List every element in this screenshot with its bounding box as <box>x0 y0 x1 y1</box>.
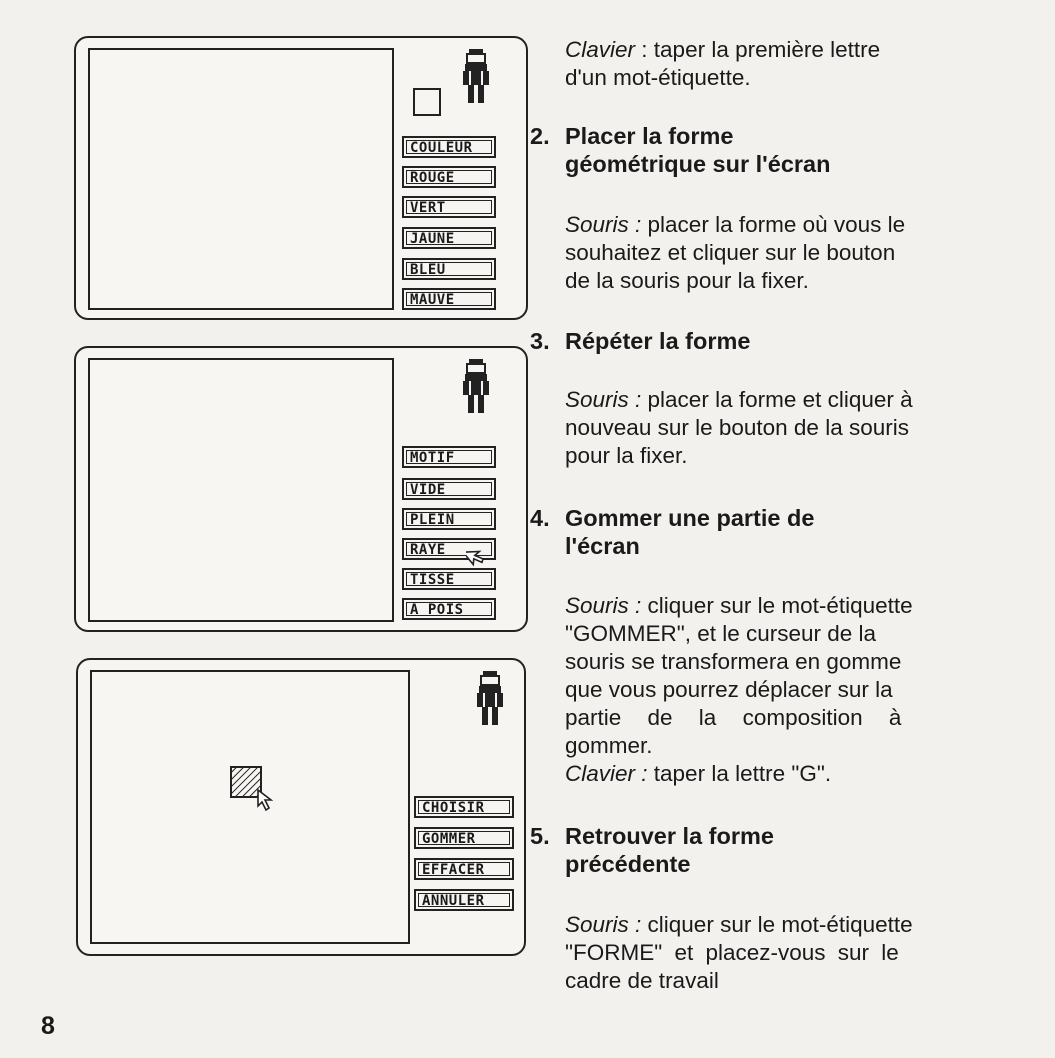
plein-button[interactable]: PLEIN <box>402 508 496 530</box>
step-4-body: Souris : cliquer sur le mot-étiquette "GOMMER", et le curseur de la souris se transformera en gomme que vous pourrez déplacer sur la partie de la composition à gommer. Clavier : taper la lettre "G". <box>565 593 913 786</box>
drawing-canvas <box>88 358 394 622</box>
square-shape-icon <box>413 88 441 116</box>
vide-button[interactable]: VIDE <box>402 478 496 500</box>
screen-panel-motif <box>74 346 528 632</box>
screen-panel-gommer <box>76 658 526 956</box>
couleur-button[interactable]: COULEUR <box>402 136 496 158</box>
arrow-cursor-icon <box>466 544 494 570</box>
arrow-cursor-icon <box>256 788 282 816</box>
screen-panel-couleur <box>74 36 528 320</box>
step-5-body: Souris : cliquer sur le mot-étiquette "FORME" et placez-vous sur le cadre de travail <box>565 912 913 993</box>
vert-button[interactable]: VERT <box>402 196 496 218</box>
step-2-heading: 2. Placer la forme géométrique sur l'écran <box>530 123 831 177</box>
raye-button[interactable]: RAYE <box>402 538 496 560</box>
choisir-button[interactable]: CHOISIR <box>414 796 514 818</box>
mauve-button[interactable]: MAUVE <box>402 288 496 310</box>
robot-icon <box>460 48 492 104</box>
robot-icon <box>460 358 492 414</box>
tisse-button[interactable]: TISSE <box>402 568 496 590</box>
drawing-canvas <box>90 670 410 944</box>
gommer-button[interactable]: GOMMER <box>414 827 514 849</box>
step-4-heading: 4. Gommer une partie de l'écran <box>530 505 815 559</box>
step-3-heading: 3. Répéter la forme <box>530 328 751 354</box>
motif-button[interactable]: MOTIF <box>402 446 496 468</box>
effacer-button[interactable]: EFFACER <box>414 858 514 880</box>
drawing-canvas <box>88 48 394 310</box>
bleu-button[interactable]: BLEU <box>402 258 496 280</box>
step-5-heading: 5. Retrouver la forme précédente <box>530 823 774 877</box>
step-2-body: Souris : placer la forme où vous le souhaitez et cliquer sur le bouton de la souris pour la fixer. <box>565 212 906 293</box>
step-3-body: Souris : placer la forme et cliquer à nouveau sur le bouton de la souris pour la fixer. <box>565 387 913 468</box>
rouge-button[interactable]: ROUGE <box>402 166 496 188</box>
robot-icon <box>474 670 506 726</box>
intro-clavier: Clavier : taper la première lettre d'un mot-étiquette. <box>565 37 881 90</box>
annuler-button[interactable]: ANNULER <box>414 889 514 911</box>
jaune-button[interactable]: JAUNE <box>402 227 496 249</box>
page-number: 8 <box>41 1012 55 1040</box>
clavier-label: Clavier <box>565 37 636 62</box>
a-pois-button[interactable]: A POIS <box>402 598 496 620</box>
